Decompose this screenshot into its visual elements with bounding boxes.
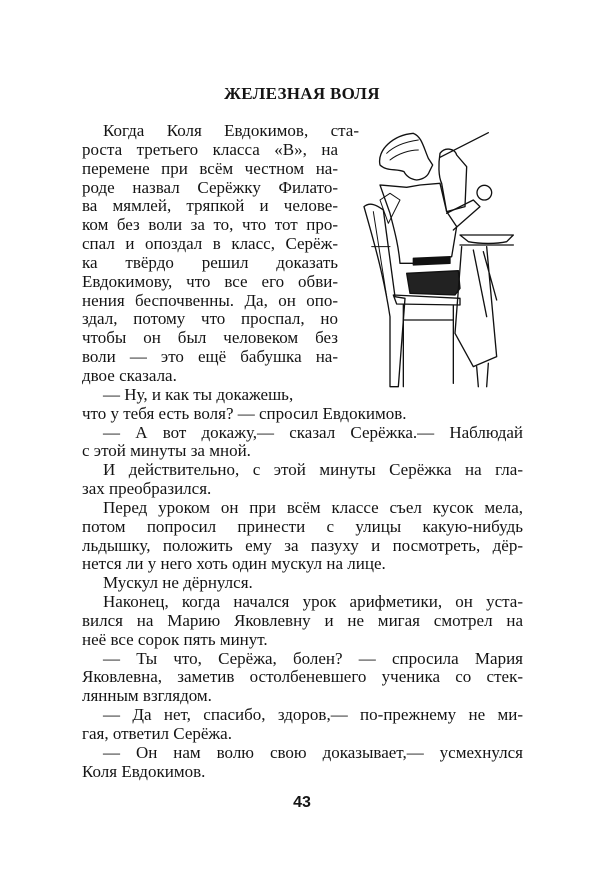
text-line: льдышку, положить ему за пазуху и посмотреть, дёр- bbox=[82, 535, 523, 555]
text-line: здал, потому что проспал, но bbox=[82, 309, 338, 329]
boy-fist bbox=[477, 185, 492, 200]
text-line: Коля Евдокимов. bbox=[82, 761, 206, 781]
text-line: ка твёрдо решил доказать bbox=[82, 252, 338, 272]
boy-torso bbox=[380, 183, 457, 263]
paragraph-first-line: — А вот докажу,— сказал Серёжка.— Наблюдай bbox=[103, 422, 523, 442]
tablecloth bbox=[455, 247, 497, 367]
text-line: воли — это ещё бабушка на- bbox=[82, 347, 338, 367]
text-line: потом попросил принести с улицы какую-нибудь bbox=[82, 516, 523, 536]
text-line: лянным взглядом. bbox=[82, 686, 212, 706]
paragraph-first-line: — Да нет, спасибо, здоров,— по-прежнему не ми- bbox=[103, 705, 523, 725]
paragraph-first-line: Наконец, когда начался урок арифметики, он уста- bbox=[103, 592, 523, 612]
text-line: зах преобразился. bbox=[82, 479, 212, 499]
paragraph-first-line: Когда Коля Евдокимов, ста- bbox=[103, 121, 359, 140]
text-line: двое сказала. bbox=[82, 365, 177, 385]
chair-seat bbox=[393, 295, 460, 305]
text-line: ва мямлей, тряпкой и челове- bbox=[82, 196, 338, 216]
text-line: вился на Марию Яковлевну и не мигая смотрел на bbox=[82, 610, 523, 630]
paragraph-first-line: — Ну, и как ты докажешь, bbox=[103, 384, 294, 404]
boy-pants bbox=[407, 271, 460, 295]
paragraph-first-line: И действительно, с этой минуты Серёжка на гла- bbox=[103, 460, 523, 480]
page-number: 43 bbox=[293, 794, 311, 811]
story-title: ЖЕЛЕЗНАЯ ВОЛЯ bbox=[224, 84, 380, 103]
text-line: с этой минуты за мной. bbox=[82, 441, 251, 461]
text-line: роста третьего класса «В», на bbox=[82, 139, 338, 159]
text-line: гая, ответил Серёжа. bbox=[82, 724, 232, 743]
text-line: нения беспочвенны. Да, он опо- bbox=[82, 290, 338, 310]
paragraph-first-line: — Ты что, Серёжа, болен? — спросила Мария bbox=[103, 648, 523, 668]
text-line: неё все сорок пять минут. bbox=[82, 629, 268, 649]
stick bbox=[440, 133, 488, 158]
boy-raised-arm bbox=[439, 149, 467, 212]
text-line: перемене при всём честном на- bbox=[82, 158, 338, 178]
text-line: нется ли у него хоть один мускул на лице. bbox=[82, 554, 386, 574]
paragraph-first-line: — Он нам волю свою доказывает,— усмехнулся bbox=[103, 742, 523, 762]
text-line: Яковлевна, заметив остолбеневшего ученика со стек- bbox=[82, 667, 523, 687]
text-line: Евдокимову, что все его обви- bbox=[82, 271, 338, 291]
paragraph-first-line: Перед уроком он при всём классе съел кусок мела, bbox=[103, 497, 523, 517]
text-line: чтобы он был человеком без bbox=[82, 328, 338, 348]
text-line: ком без воли за то, что тот про- bbox=[82, 215, 338, 235]
boy-head bbox=[380, 133, 433, 180]
chair-legs bbox=[403, 305, 453, 387]
boy-at-table-illustration bbox=[340, 100, 540, 390]
belt bbox=[413, 257, 450, 265]
text-line: роде назвал Серёжку Филато- bbox=[82, 177, 338, 197]
plate bbox=[460, 235, 513, 243]
boy-forearm bbox=[447, 200, 480, 230]
paragraph-first-line: Мускул не дёрнулся. bbox=[103, 573, 253, 593]
text-line: что у тебя есть воля? — спросил Евдокимов. bbox=[82, 403, 407, 423]
text-line: спал и опоздал в класс, Серёж- bbox=[82, 234, 338, 254]
